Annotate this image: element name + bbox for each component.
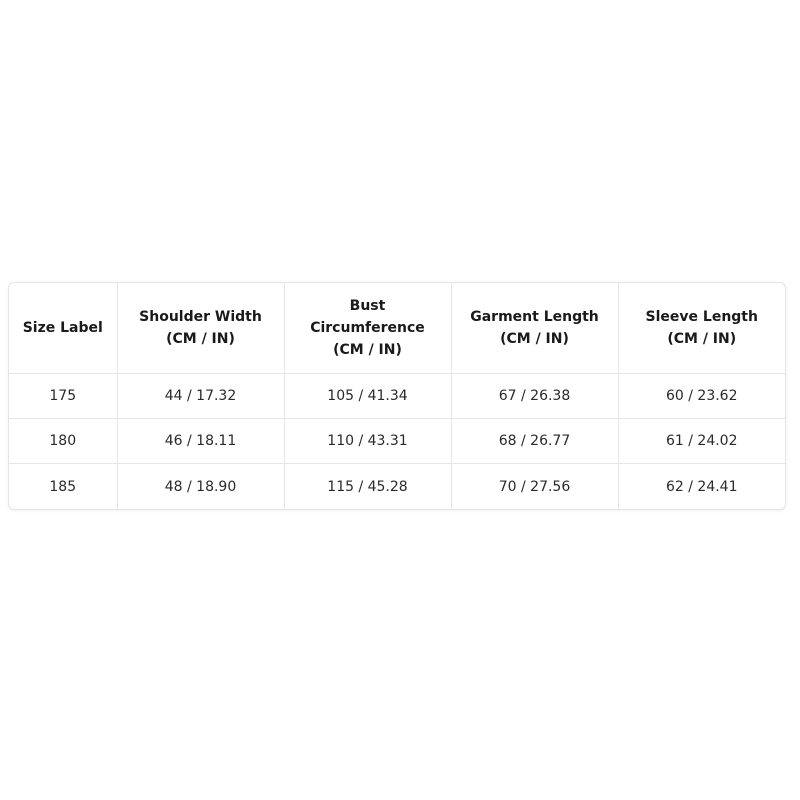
cell-sleeve-length: 62 / 24.41 xyxy=(665,478,738,495)
cell-garment-length: 67 / 26.38 xyxy=(451,373,618,418)
header-shoulder-width: Shoulder Width (CM / IN) xyxy=(117,283,284,373)
cell-sleeve-length: 60 / 23.62 xyxy=(618,373,785,418)
table-row xyxy=(9,464,785,509)
cell-garment-length: 68 / 26.77 xyxy=(451,418,618,463)
table-row xyxy=(9,373,785,418)
header-sleeve-length: Sleeve Length (CM / IN) xyxy=(618,283,785,373)
cell-bust-circumference: 105 / 41.34 xyxy=(284,373,451,418)
cell-bust-circumference: 110 / 43.31 xyxy=(284,418,451,463)
size-table xyxy=(9,283,785,509)
cell-size-label: 180 xyxy=(9,418,117,463)
cell-shoulder-width: 46 / 18.11 xyxy=(117,418,284,463)
header-size-label: Size Label xyxy=(9,283,117,373)
header-garment-length: Garment Length (CM / IN) xyxy=(451,283,618,373)
header-bust-circumference: Bust Circumference (CM / IN) xyxy=(284,283,451,373)
size-chart-table xyxy=(8,282,786,510)
cell-bust-circumference: 115 / 45.28 xyxy=(284,464,451,509)
cell-garment-length: 70 / 27.56 xyxy=(451,464,618,509)
header-row xyxy=(9,283,785,373)
cell-shoulder-width: 44 / 17.32 xyxy=(117,373,284,418)
cell-size-label: 185 xyxy=(9,464,117,509)
cell-size-label: 175 xyxy=(9,373,117,418)
cell-shoulder-width: 48 / 18.90 xyxy=(117,464,284,509)
table-row xyxy=(9,418,785,463)
cell-sleeve-length: 61 / 24.02 xyxy=(618,418,785,463)
